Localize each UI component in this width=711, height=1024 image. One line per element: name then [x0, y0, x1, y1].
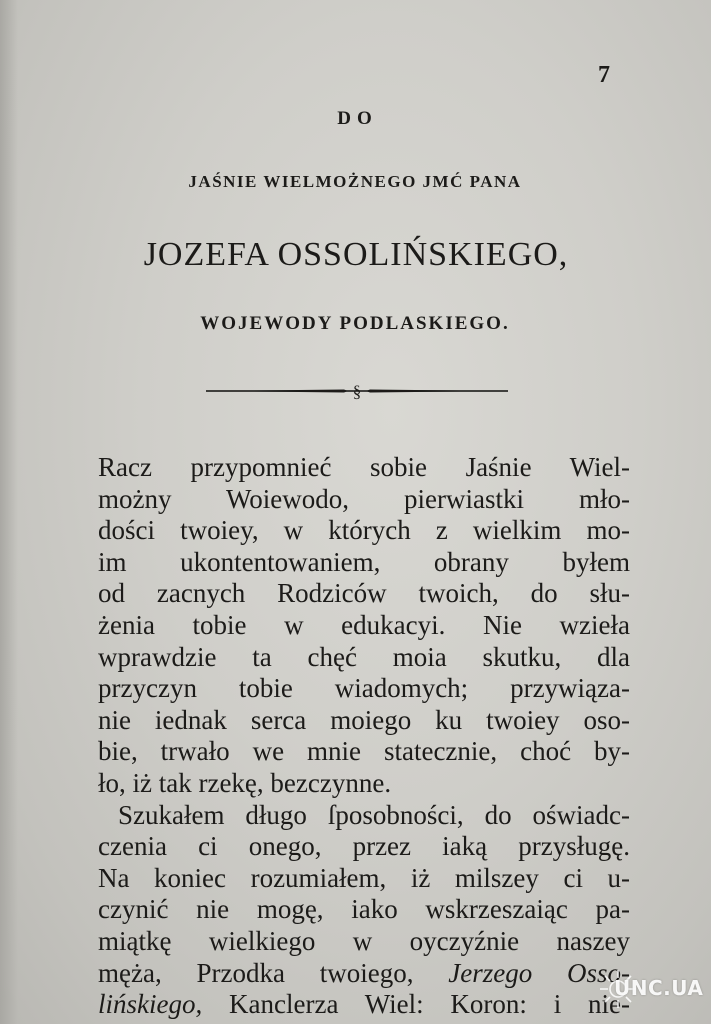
body-line-11: ło, iż tak rzekę, bezczynne. [98, 767, 392, 798]
body-line-15: czynić nie mogę, iako wskrzeszaiąc pa- [98, 894, 630, 925]
body-line-10: bie, trwało we mnie statecznie, choć by- [98, 736, 630, 767]
body-text [98, 452, 630, 1021]
body-line-6: żenia tobie w edukacyi. Nie wzieła [98, 609, 630, 640]
watermark-text: UNC.UA [614, 976, 704, 1000]
body-line-14: Na koniec rozumiałem, iż milszey ci u- [98, 862, 630, 893]
heading-do: DO [337, 108, 378, 129]
page-number: 7 [598, 62, 610, 88]
body-line-17 [98, 958, 630, 990]
body-line-13: czenia ci onego, przez iaką przysługę. [98, 831, 630, 862]
heading-honorific: JAŚNIE WIELMOŻNEGO JMĆ PANA [188, 172, 522, 191]
body-line-4: im ukontentowaniem, obrany byłem [98, 546, 630, 577]
body-line-12: Szukałem długo ſposobności, do oświadc- [118, 799, 630, 830]
body-line-9: nie iednak serca moiego ku twoiey oso- [98, 704, 630, 735]
heading-name: JOZEFA OSSOLIŃSKIEGO, [143, 236, 569, 273]
body-line-2: możny Woiewodo, pierwiastki mło- [98, 483, 630, 514]
body-line-1: Racz przypomnieć sobie Jaśnie Wiel- [98, 452, 630, 482]
body-line-17-italic: Jerzego Osso- [448, 957, 630, 988]
body-line-8: przyczyn tobie wiadomych; przywiąza- [98, 673, 630, 704]
ornament-glyph: § [352, 382, 362, 401]
body-line-18-italic: lińskiego, [98, 989, 203, 1020]
body-line-3: dości twoiey, w których z wielkim mo- [98, 515, 630, 546]
body-line-18 [98, 989, 630, 1021]
body-line-5: od zacnych Rodziców twoich, do słu- [98, 578, 630, 609]
body-line-18-text: Kanclerza Wiel: Koron: i nie- [229, 989, 630, 1020]
body-line-17-text: męża, Przodka twoiego, [98, 957, 414, 988]
body-line-7: wprawdzie ta chęć moia skutku, dla [98, 641, 630, 672]
body-line-16: miątkę wielkiego w oyczyźnie naszey [98, 925, 630, 956]
ornament-rule [206, 381, 508, 401]
heading-office: WOJEWODY PODLASKIEGO. [200, 313, 510, 334]
